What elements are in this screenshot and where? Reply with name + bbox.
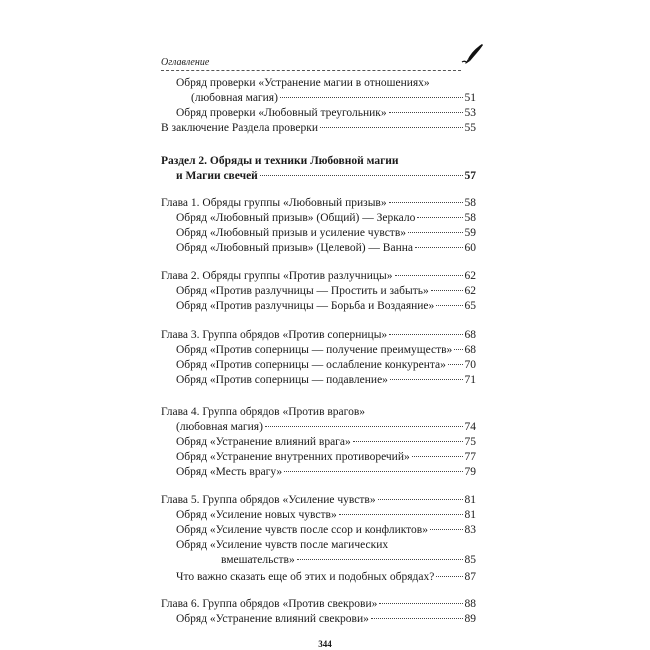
toc-entry: Обряд «Любовный призыв» (Общий) — Зеркало 58 — [176, 212, 476, 224]
section-heading-line: Раздел 2. Обряды и техники Любовной магии — [161, 155, 399, 167]
toc-entry: Обряд «Против разлучницы — Простить и забыть» 62 — [176, 285, 476, 297]
toc-entry: Обряд «Месть врагу» 79 — [176, 466, 476, 478]
toc-entry: Обряд «Против соперницы — подавление» 71 — [176, 374, 476, 386]
toc-entry: (любовная магия) 51 — [191, 92, 476, 104]
page-header — [161, 56, 479, 72]
header-rule — [161, 70, 461, 71]
toc-entry: Обряд «Против разлучницы — Борьба и Воздаяние» 65 — [176, 300, 476, 312]
quill-pen-icon — [460, 42, 486, 68]
toc-entry: Обряд «Устранение влияний свекрови» 89 — [176, 613, 476, 625]
toc-entry: Обряд «Любовный призыв» (Целевой) — Ванна 60 — [176, 242, 476, 254]
toc-entry: вмешательств» 85 — [221, 554, 476, 566]
chapter-entry: Глава 3. Группа обрядов «Против соперницы» 68 — [161, 329, 476, 341]
toc-entry-line: Обряд проверки «Устранение магии в отношениях» — [176, 77, 430, 89]
header-title: Оглавление — [161, 57, 210, 68]
chapter-entry-line: Глава 4. Группа обрядов «Против врагов» — [161, 406, 366, 418]
toc-entry-line: Обряд «Усиление чувств после магических — [176, 539, 389, 551]
page-number: 344 — [318, 639, 332, 649]
toc-entry: Обряд «Любовный призыв и усиление чувств» 59 — [176, 227, 476, 239]
toc-entry: В заключение Раздела проверки 55 — [161, 122, 476, 134]
chapter-entry: (любовная магия) 74 — [176, 421, 476, 433]
chapter-entry: Глава 5. Группа обрядов «Усиление чувств» 81 — [161, 494, 476, 506]
chapter-entry: Глава 1. Обряды группы «Любовный призыв» 58 — [161, 197, 476, 209]
section-heading: и Магии свечей 57 — [176, 170, 476, 182]
chapter-entry: Глава 6. Группа обрядов «Против свекрови» 88 — [161, 598, 476, 610]
toc-entry: Обряд «Против соперницы — ослабление конкурента» 70 — [176, 359, 476, 371]
toc-entry: Обряд «Усиление чувств после ссор и конфликтов» 83 — [176, 524, 476, 536]
toc-entry: Что важно сказать еще об этих и подобных обрядах? 87 — [176, 571, 476, 583]
toc-entry: Обряд проверки «Любовный треугольник» 53 — [176, 107, 476, 119]
chapter-entry: Глава 2. Обряды группы «Против разлучницы» 62 — [161, 270, 476, 282]
toc-entry: Обряд «Усиление новых чувств» 81 — [176, 509, 476, 521]
toc-entry: Обряд «Против соперницы — получение преимуществ» 68 — [176, 344, 476, 356]
toc-entry: Обряд «Устранение внутренних противоречий» 77 — [176, 451, 476, 463]
toc-entry: Обряд «Устранение влияний врага» 75 — [176, 436, 476, 448]
